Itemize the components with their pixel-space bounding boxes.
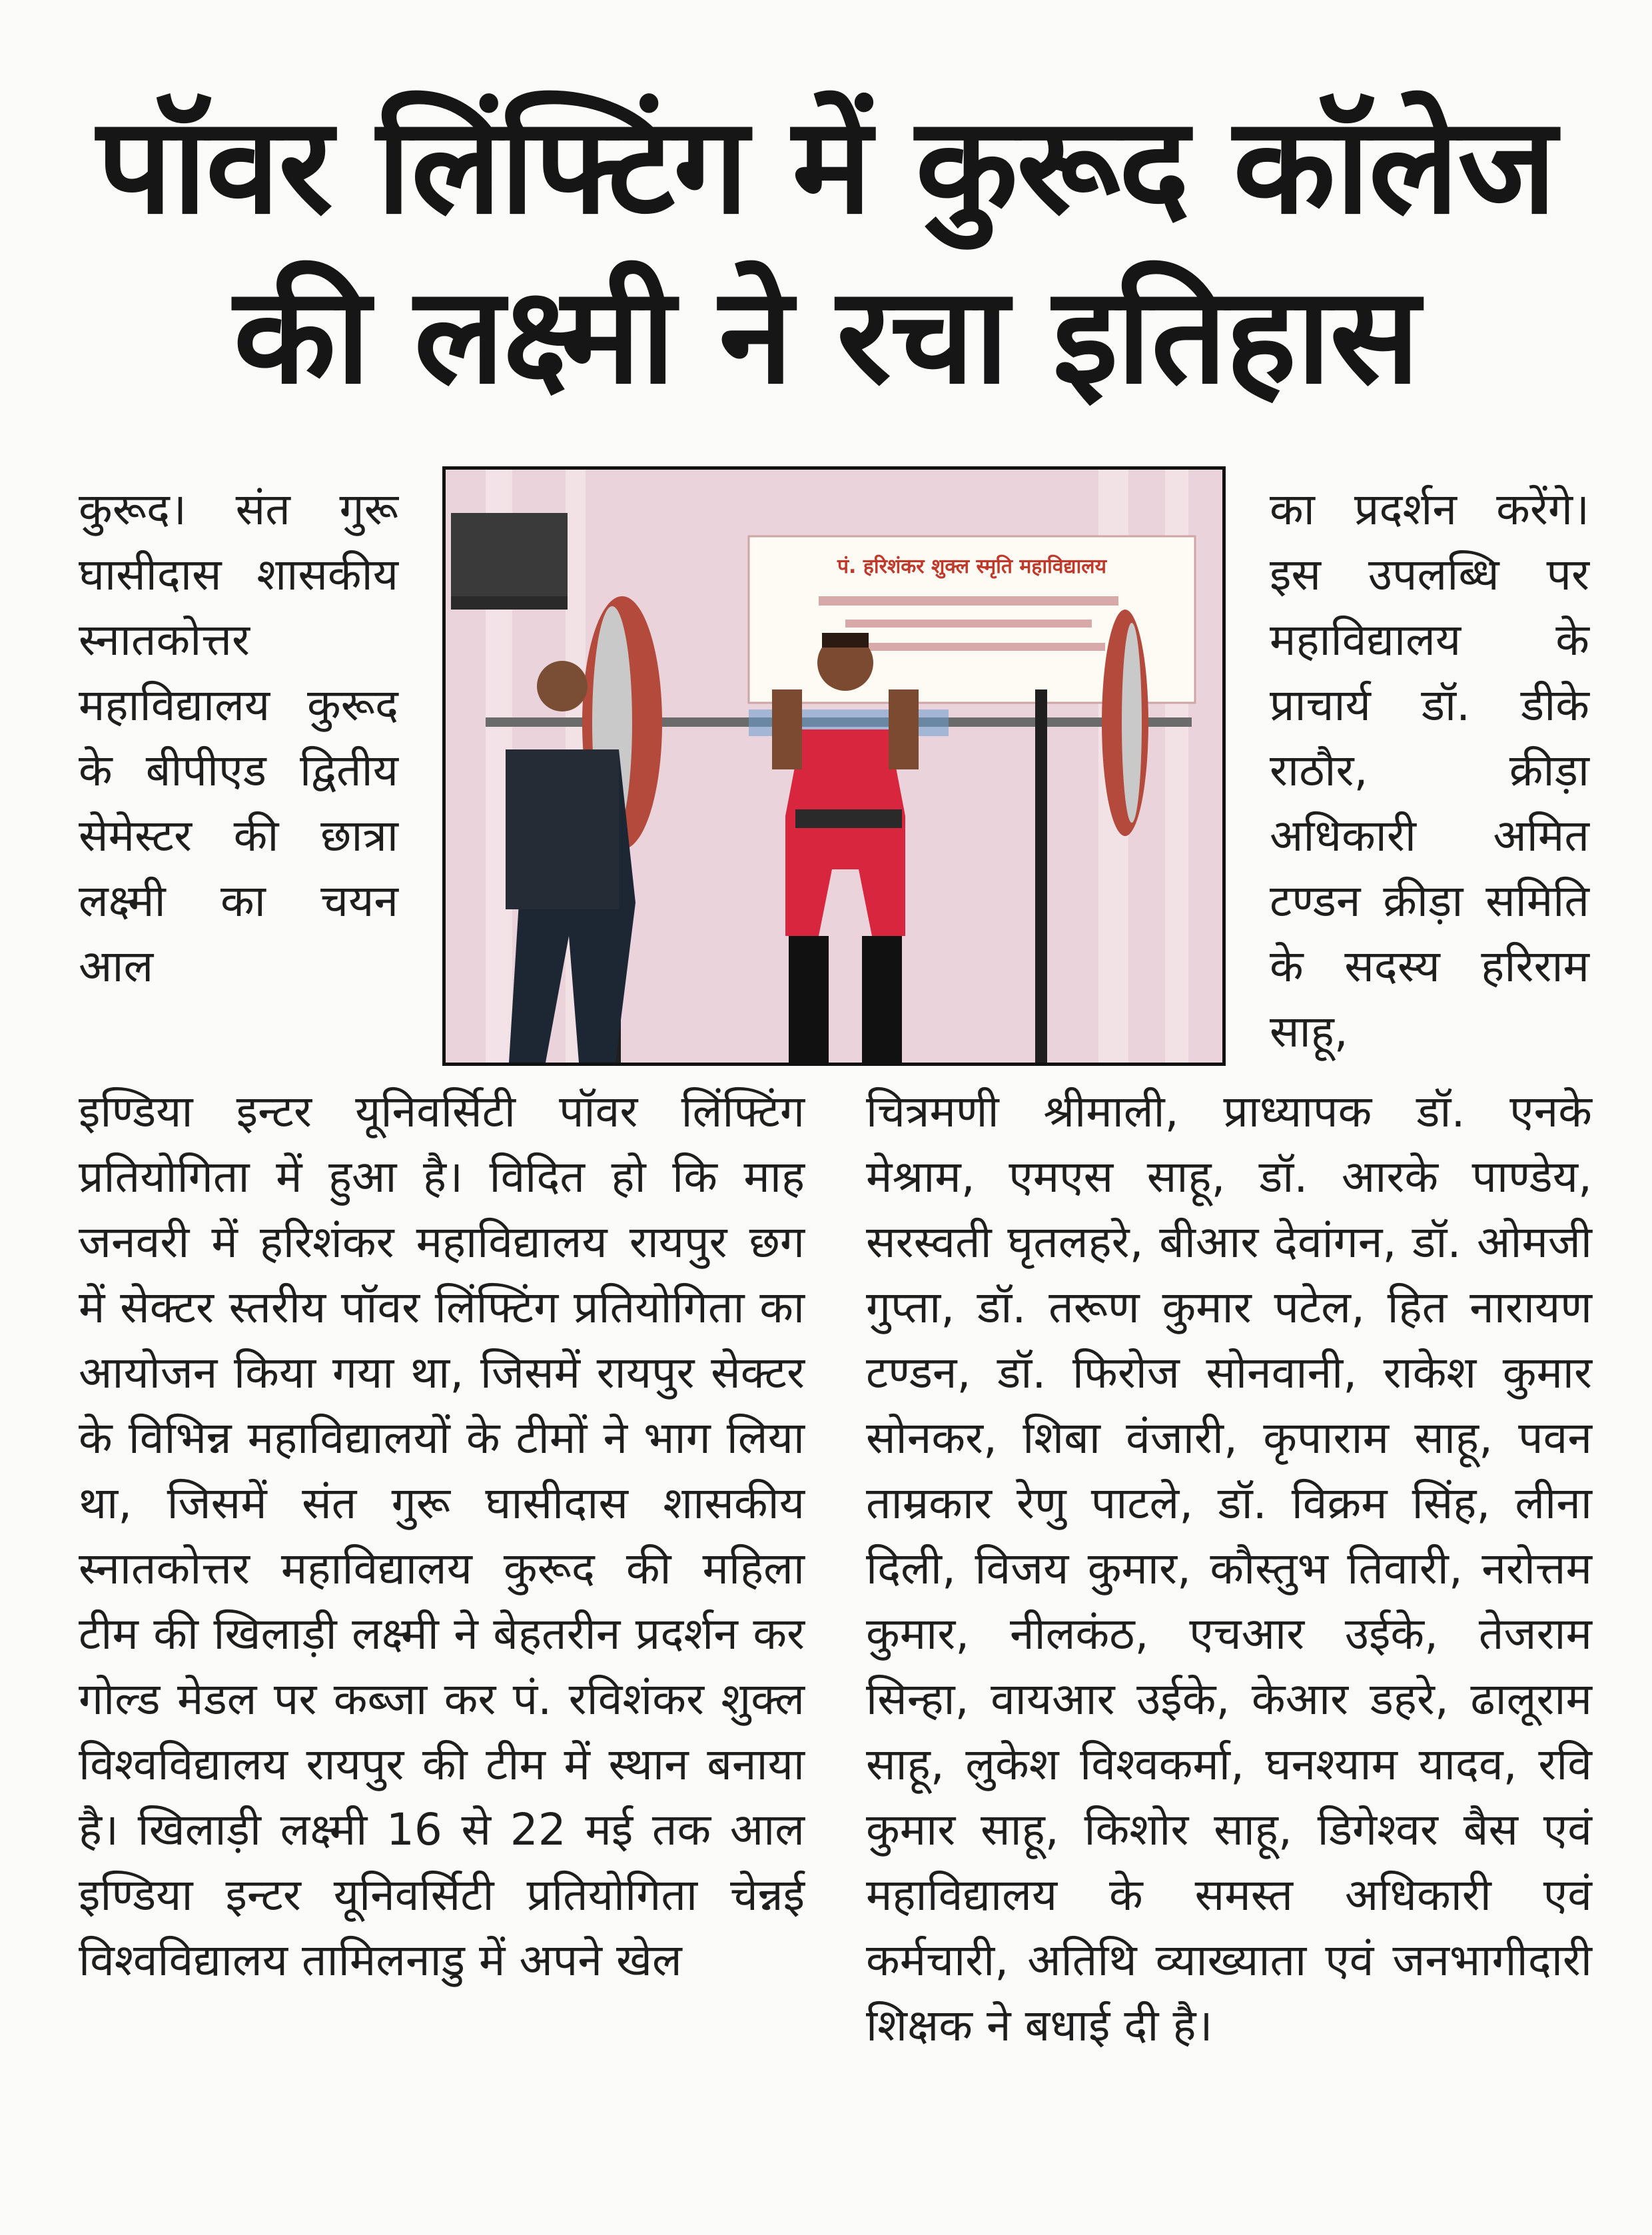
news-photo <box>442 466 1226 1066</box>
banner-title: पं. हरिशंकर शुक्ल स्मृति महाविद्यालय <box>837 555 1106 578</box>
headline-line-1: पॉवर लिंफ्टिंग में कुरूद कॉलेज <box>97 89 1555 244</box>
article-text-left-top: कुरूद। संत गुरू घासीदास शासकीय स्नातकोत्तर महाविद्यालय कुरूद के बीपीएड द्वितीय सेमेस्टर की छात्रा लक्ष्मी का चयन आल <box>79 484 398 992</box>
headline-line-2: की लक्ष्मी ने रचा इतिहास <box>233 258 1419 414</box>
article-text-right-top: का प्रदर्शन करेंगे। इस उपलब्धि पर महाविद्यालय के प्राचार्य डॉ. डीके राठौर, क्रीड़ा अधिकारी अमित टण्डन क्रीड़ा समिति के सदस्य हरिराम साहू, <box>1270 484 1589 1057</box>
article-text-right-bottom: चित्रमणी श्रीमाली, प्राध्यापक डॉ. एनके मेश्राम, एमएस साहू, डॉ. आरके पाण्डेय, सरस्वती घृतलहरे, बीआर देवांगन, डॉ. ओमजी गुप्ता, डॉ. तरूण कुमार पटेल, हित नारायण टण्डन, डॉ. फिरोज सोनवानी, राकेश कुमार सोनकर, शिबा वंजारी, कृपाराम साहू, पवन ताम्रकार रेणु पाटले, डॉ. विक्रम सिंह, लीना दिली, विजय कुमार, कौस्तुभ तिवारी, नरोत्तम कुमार, नीलकंठ, एचआर उईके, तेजराम सिन्हा, वायआर उईके, केआर डहरे, ढालूराम साहू, लुकेश विश्वकर्मा, घनश्याम यादव, रवि कुमार साहू, किशोर साहू, डिगेश्वर बैस एवं महाविद्यालय के समस्त अधिकारी एवं कर्मचारी, अतिथि व्याख्याता एवं जनभागीदारी शिक्षक ने बधाई दी है। <box>866 1086 1592 2051</box>
article-text-left-bottom: इण्डिया इन्टर यूनिवर्सिटी पॉवर लिंफ्टिंग प्रतियोगिता में हुआ है। विदित हो कि माह जनवरी में हरिशंकर महाविद्यालय रायपुर छग में सेक्टर स्तरीय पॉवर लिंफ्टिंग प्रतियोगिता का आयोजन किया गया था, जिसमें रायपुर सेक्टर के विभिन्न महाविद्यालयों के टीमों ने भाग लिया था, जिसमें संत गुरू घासीदास शासकीय स्नातकोत्तर महाविद्यालय कुरूद की महिला टीम की खिलाड़ी लक्ष्मी ने बेहतरीन प्रदर्शन कर गोल्ड मेडल पर कब्जा कर पं. रविशंकर शुक्ल विश्वविद्यालय रायपुर की टीम में स्थान बनाया है। खिलाड़ी लक्ष्मी 16 से 22 मई तक आल इण्डिया इन्टर यूनिवर्सिटी प्रतियोगिता चेन्नई विश्वविद्यालय तामिलनाडु में अपने खेल <box>79 1086 805 1986</box>
